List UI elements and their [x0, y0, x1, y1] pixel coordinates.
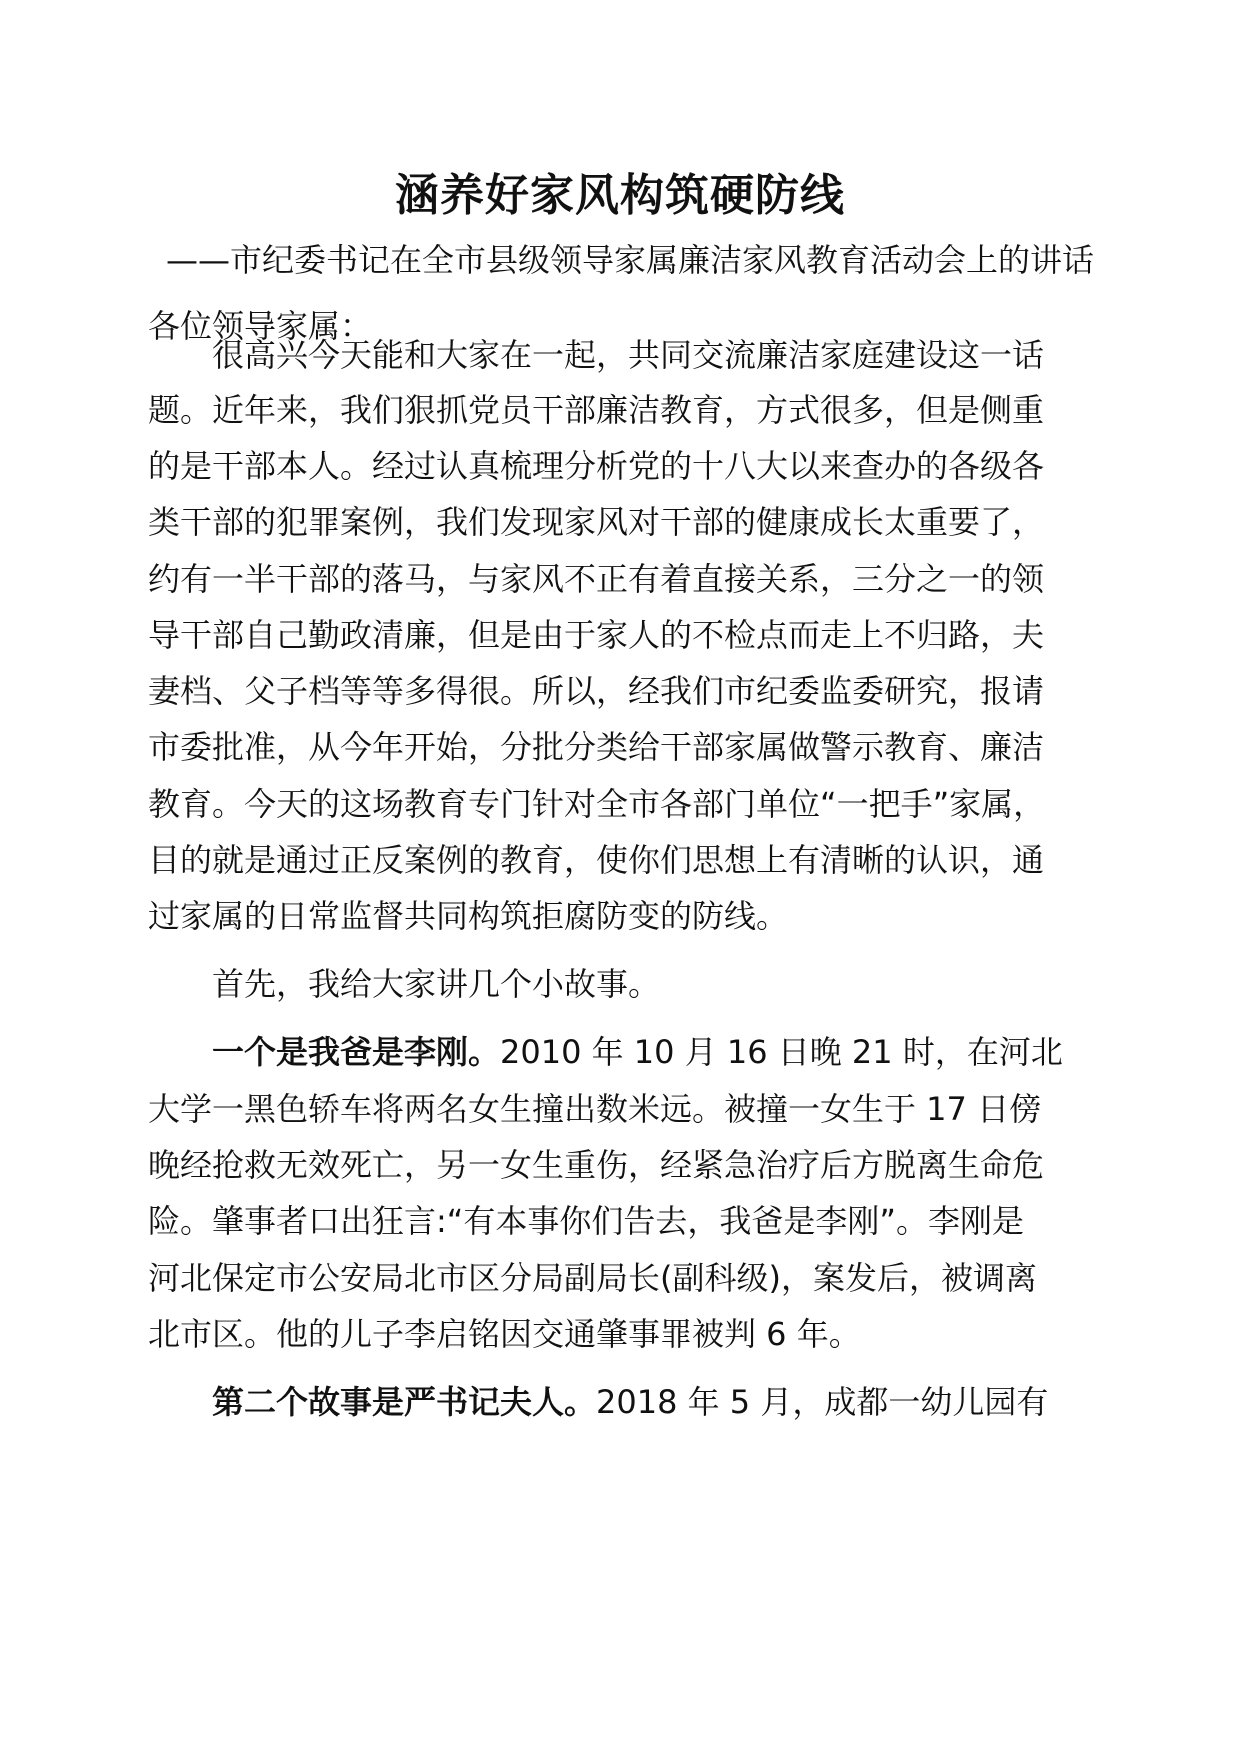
- story1-line: 险。肇事者口出狂言:“有本事你们告去，我爸是李刚”。李刚是: [148, 1202, 1024, 1240]
- story1-heading: 一个是我爸是李刚。: [212, 1033, 501, 1071]
- document-title: 涵养好家风构筑硬防线: [395, 170, 845, 221]
- paragraph-line: 教育。今天的这场教育专门针对全市各部门单位“一把手”家属，: [148, 785, 1046, 823]
- story1-line: 河北保定市公安局北市区分局副局长(副科级)，案发后，被调离: [148, 1259, 1037, 1297]
- paragraph-line: 目的就是通过正反案例的教育，使你们思想上有清晰的认识，通: [148, 841, 1045, 879]
- salutation: 各位领导家属：: [148, 307, 373, 345]
- paragraph-line: 导干部自己勤政清廉，但是由于家人的不检点而走上不归路，夫: [148, 616, 1045, 654]
- paragraph-line: 的是干部本人。经过认真梳理分析党的十八大以来查办的各级各: [148, 447, 1045, 485]
- paragraph-line: 妻档、父子档等等多得很。所以，经我们市纪委监委研究，报请: [148, 672, 1045, 710]
- paragraph-line: 很高兴今天能和大家在一起，共同交流廉洁家庭建设这一话: [212, 336, 1045, 374]
- story2-heading: 第二个故事是严书记夫人。: [212, 1383, 597, 1421]
- paragraph-line: 类干部的犯罪案例，我们发现家风对干部的健康成长太重要了，: [148, 503, 1045, 541]
- paragraph-line: 市委批准，从今年开始，分批分类给干部家属做警示教育、廉洁: [148, 728, 1045, 766]
- document-subtitle: ——市纪委书记在全市县级领导家属廉洁家风教育活动会上的讲话: [166, 241, 1095, 279]
- story1-text: 2010 年 10 月 16 日晚 21 时，在河北: [500, 1033, 1063, 1071]
- story1-line: 大学一黑色轿车将两名女生撞出数米远。被撞一女生于 17 日傍: [148, 1090, 1042, 1128]
- paragraph-line: 题。近年来，我们狠抓党员干部廉洁教育，方式很多，但是侧重: [148, 391, 1045, 429]
- story1-first-line: [212, 1028, 1063, 1076]
- story2-text: 2018 年 5 月，成都一幼儿园有: [596, 1383, 1049, 1421]
- paragraph-line: 首先，我给大家讲几个小故事。: [212, 965, 661, 1003]
- paragraph-line: 过家属的日常监督共同构筑拒腐防变的防线。: [148, 897, 789, 935]
- story1-line: 晚经抢救无效死亡，另一女生重伤，经紧急治疗后方脱离生命危: [148, 1146, 1045, 1184]
- paragraph-line: 约有一半干部的落马，与家风不正有着直接关系，三分之一的领: [148, 560, 1045, 598]
- story2-first-line: [212, 1378, 1048, 1426]
- story1-line: 北市区。他的儿子李启铭因交通肇事罪被判 6 年。: [148, 1315, 861, 1353]
